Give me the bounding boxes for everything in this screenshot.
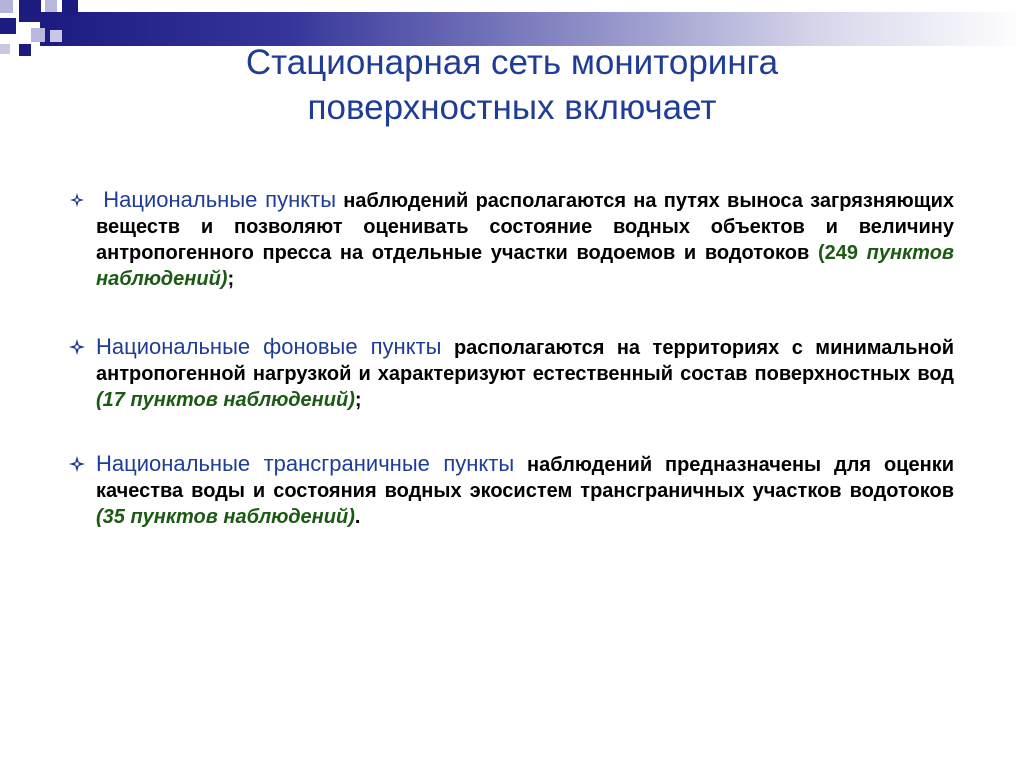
- bullet-keyword: Национальные фоновые пункты: [96, 334, 442, 359]
- bullet-body: располагаются на территориях с минимальной антропогенной нагрузкой и характеризуют естественный состав поверхностных вод: [96, 337, 955, 385]
- diamond-bullet-icon: [66, 453, 88, 475]
- diamond-bullet-icon: [66, 336, 88, 358]
- corner-square: [0, 44, 10, 54]
- diamond-bullet-icon: [66, 189, 88, 211]
- bullet-item-background: [66, 334, 954, 413]
- bullet-list: [66, 187, 954, 530]
- bullet-note: (35 пунктов наблюдений): [96, 506, 355, 528]
- bullet-body: наблюдений располагаются на путях выноса загрязняющих веществ и позволяют оценивать состояние водных объектов и величину антропогенного пресса на отдельные участки водоемов и водотоков: [96, 190, 954, 264]
- bullet-end: ;: [354, 389, 362, 411]
- corner-square: [45, 0, 57, 12]
- corner-square: [62, 0, 78, 16]
- bullet-keyword: Национальные пункты: [103, 187, 337, 212]
- corner-squares-decoration: [0, 0, 80, 62]
- bullet-body: наблюдений предназначены для оценки качества воды и состояния водных экосистем трансграничных участков водотоков: [96, 454, 954, 502]
- corner-square: [0, 0, 13, 13]
- slide-title: [100, 40, 924, 130]
- bullet-keyword: Национальные трансграничные пункты: [96, 451, 515, 476]
- title-line-2: поверхностных включает: [307, 88, 717, 127]
- bullet-text: [96, 451, 954, 530]
- bullet-note-count: (249: [817, 242, 858, 264]
- corner-square: [19, 0, 41, 22]
- bullet-text: [96, 187, 954, 292]
- bullet-item-transboundary: [66, 451, 954, 530]
- corner-square: [31, 28, 45, 42]
- title-line-1: Стационарная сеть мониторинга: [245, 43, 779, 82]
- corner-square: [19, 44, 31, 56]
- bullet-end: ;: [227, 268, 235, 290]
- bullet-text: [96, 334, 954, 413]
- bullet-end: .: [354, 506, 361, 528]
- corner-square: [0, 18, 16, 34]
- bullet-note: (17 пунктов наблюдений): [96, 389, 355, 411]
- bullet-note: пунктов наблюдений): [96, 242, 954, 290]
- bullet-item-national: [66, 187, 954, 292]
- corner-square: [50, 30, 62, 42]
